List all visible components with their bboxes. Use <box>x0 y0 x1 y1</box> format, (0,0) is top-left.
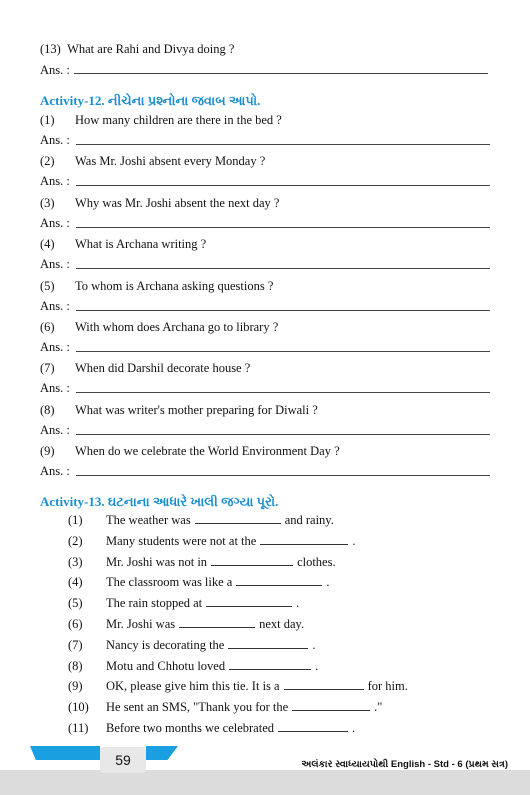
sentence-start: The rain stopped at <box>106 596 203 611</box>
blank-field[interactable] <box>236 575 322 586</box>
fill-blank-number: (10) <box>68 700 89 715</box>
answer-label: Ans. : <box>40 422 70 437</box>
sentence-start: He sent an SMS, "Thank you for the <box>106 700 289 715</box>
question-number: (1) <box>40 113 55 127</box>
sentence-start: Motu and Chhotu loved <box>106 658 226 673</box>
answer-line[interactable] <box>76 268 490 269</box>
question-number: (7) <box>40 361 55 376</box>
sentence-start: Mr. Joshi was not in <box>106 554 208 569</box>
question-number: (6) <box>40 320 55 334</box>
sentence-start: Many students were not at the <box>106 533 257 548</box>
blank-field[interactable] <box>206 596 292 607</box>
question-item <box>40 444 340 459</box>
answer-line[interactable] <box>76 392 490 393</box>
sentence-end: clothes. <box>297 554 336 569</box>
blank-field[interactable] <box>292 700 370 711</box>
answer-label: Ans. : <box>40 298 70 313</box>
answer-line[interactable] <box>76 185 490 186</box>
question-number: (9) <box>40 444 55 459</box>
fill-blank-number: (1) <box>68 513 83 527</box>
footer-ribbon <box>0 746 530 760</box>
fill-blank-number: (7) <box>68 637 83 652</box>
sentence-start: The weather was <box>106 513 191 527</box>
answer-label: Ans. : <box>40 174 70 189</box>
fill-blank-number: (3) <box>68 554 83 569</box>
sentence-start: Nancy is decorating the <box>106 637 225 652</box>
footer-book-title: અલંકાર સ્વાધ્યાયપોથી English - Std - 6 (પ્રથમ સત્ર) <box>301 759 508 770</box>
activity-13-heading: Activity-13. ઘટનાના આધારે ખાલી જગ્યા પૂરો. <box>40 494 279 509</box>
fill-blank-item <box>106 700 382 715</box>
answer-line[interactable] <box>76 227 490 228</box>
sentence-end: . <box>315 658 319 673</box>
question-text: When did Darshil decorate house ? <box>75 361 251 376</box>
fill-blank-number: (4) <box>68 575 83 590</box>
question-text: What was writer's mother preparing for Diwali ? <box>75 402 318 417</box>
sentence-end: next day. <box>259 617 305 631</box>
sentence-end: . <box>352 533 356 548</box>
sentence-end: and rainy. <box>284 513 334 527</box>
blank-field[interactable] <box>278 721 348 732</box>
question-text: To whom is Archana asking questions ? <box>75 278 274 293</box>
answer-line[interactable] <box>76 351 490 352</box>
blank-field[interactable] <box>179 617 255 628</box>
activity-12-heading: Activity-12. નીચેના પ્રશ્નોના જવાબ આપો. <box>40 93 261 108</box>
blank-field[interactable] <box>260 534 348 545</box>
fill-blank-number: (8) <box>68 658 83 673</box>
fill-blank-item <box>106 596 299 611</box>
question-text: Why was Mr. Joshi absent the next day ? <box>75 195 280 210</box>
question-item <box>40 113 282 128</box>
answer-line[interactable] <box>76 434 490 435</box>
sentence-end: . <box>312 637 316 652</box>
question-text: When do we celebrate the World Environment Day ? <box>75 444 340 459</box>
question-item <box>40 403 318 418</box>
question-text: With whom does Archana go to library ? <box>75 320 279 334</box>
sentence-start: Mr. Joshi was <box>106 617 176 631</box>
fill-blank-item <box>106 513 334 528</box>
fill-blank-item <box>106 679 408 694</box>
sentence-start: The classroom was like a <box>106 575 233 590</box>
fill-blank-item <box>106 617 304 632</box>
answer-label: Ans. : <box>40 340 70 354</box>
answer-label: Ans. : <box>40 257 70 272</box>
question-item <box>40 154 265 169</box>
question-text: What is Archana writing ? <box>75 237 207 252</box>
footer-bar <box>0 770 530 795</box>
fill-blank-number: (2) <box>68 533 83 548</box>
fill-blank-item <box>106 638 315 653</box>
fill-blank-item <box>106 534 355 549</box>
fill-blank-number: (11) <box>68 721 89 735</box>
fill-blank-item <box>106 555 336 570</box>
answer-label: Ans. : <box>40 464 70 479</box>
question-number: (5) <box>40 278 55 293</box>
sentence-end: . <box>296 596 300 611</box>
blank-field[interactable] <box>229 659 311 670</box>
answer-line[interactable] <box>76 144 490 145</box>
sentence-end: . <box>326 575 330 590</box>
blank-field[interactable] <box>195 513 281 524</box>
sentence-end: ." <box>374 700 383 715</box>
question-text: How many children are there in the bed ? <box>75 113 282 127</box>
fill-blank-number: (5) <box>68 596 83 611</box>
answer-label: Ans. : <box>40 215 70 230</box>
question-item <box>40 237 206 252</box>
answer-line[interactable] <box>76 475 490 476</box>
question-number: (2) <box>40 154 55 169</box>
question-number: (4) <box>40 237 55 252</box>
page-number: 59 <box>100 747 146 773</box>
answer-label: Ans. : <box>40 63 70 77</box>
blank-field[interactable] <box>228 638 308 649</box>
fill-blank-item <box>106 659 318 674</box>
question-item <box>40 279 273 294</box>
question-item <box>40 361 250 376</box>
fill-blank-item <box>106 721 355 736</box>
sentence-start: OK, please give him this tie. It is a <box>106 679 280 694</box>
question-text: What are Rahi and Divya doing ? <box>67 42 235 56</box>
question-number: (8) <box>40 402 55 417</box>
blank-field[interactable] <box>284 679 364 690</box>
sentence-start: Before two months we celebrated <box>106 721 274 735</box>
sentence-end: . <box>352 721 356 735</box>
blank-field[interactable] <box>211 555 293 566</box>
question-number: (3) <box>40 195 55 210</box>
question-item <box>40 196 279 211</box>
question-text: Was Mr. Joshi absent every Monday ? <box>75 154 266 169</box>
question-item <box>40 320 278 335</box>
answer-label: Ans. : <box>40 381 70 396</box>
sentence-end: for him. <box>367 679 408 694</box>
fill-blank-number: (9) <box>68 679 83 694</box>
answer-line[interactable] <box>74 73 488 74</box>
answer-label: Ans. : <box>40 133 70 147</box>
fill-blank-item <box>106 575 329 590</box>
question-number: (13) <box>40 42 61 56</box>
fill-blank-number: (6) <box>68 617 83 631</box>
question-13 <box>40 42 234 57</box>
answer-line[interactable] <box>76 310 490 311</box>
